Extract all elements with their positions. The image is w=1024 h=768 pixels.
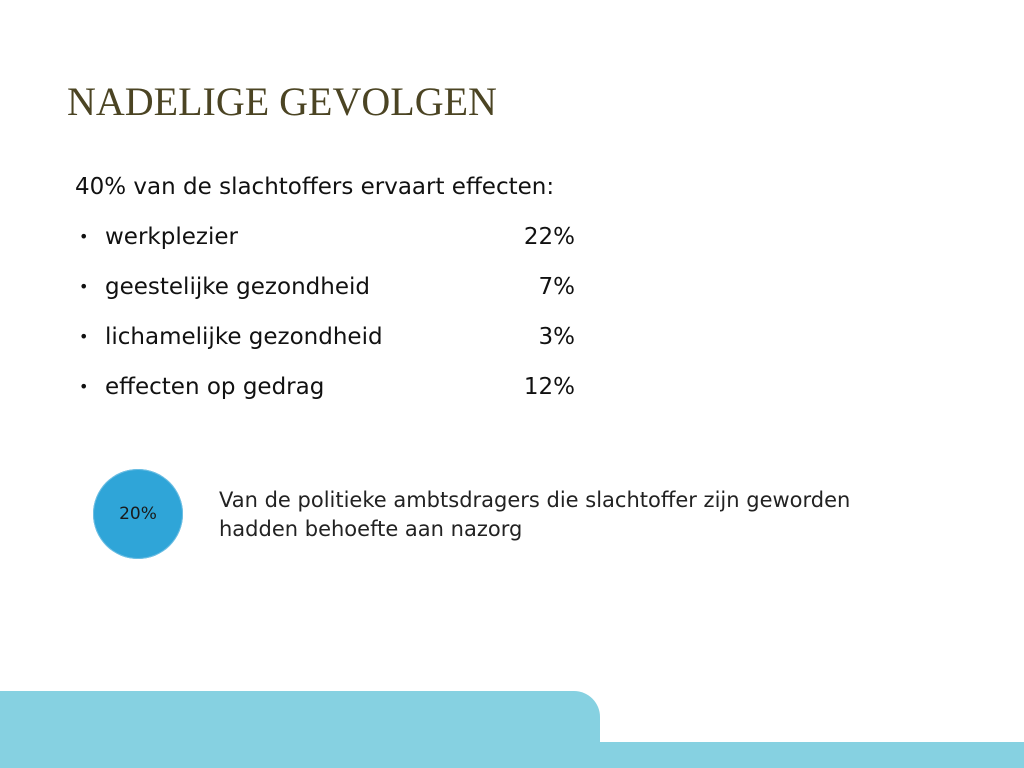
effect-label: lichamelijke gezondheid bbox=[105, 324, 383, 350]
effect-label: effecten op gedrag bbox=[105, 374, 325, 400]
intro-text: 40% van de slachtoffers ervaart effecten: bbox=[75, 174, 555, 200]
bullet-icon: • bbox=[79, 277, 89, 296]
list-item bbox=[75, 268, 595, 318]
effect-percentage: 3% bbox=[538, 324, 575, 350]
list-item bbox=[75, 318, 595, 368]
nazorg-statement: Van de politieke ambtsdragers die slachtoffer zijn geworden hadden behoefte aan nazorg bbox=[219, 488, 851, 541]
percentage-circle bbox=[93, 469, 183, 559]
list-item bbox=[75, 368, 595, 418]
slide-title: NADELIGE GEVOLGEN bbox=[67, 79, 497, 124]
list-item bbox=[75, 218, 595, 268]
bullet-icon: • bbox=[79, 327, 89, 346]
circle-percentage-label: 20% bbox=[119, 504, 157, 524]
effect-percentage: 22% bbox=[523, 224, 575, 250]
effects-list bbox=[75, 218, 595, 418]
effect-label: geestelijke gezondheid bbox=[105, 274, 370, 300]
bullet-icon: • bbox=[79, 227, 89, 246]
effect-label: werkplezier bbox=[105, 224, 238, 250]
bullet-icon: • bbox=[79, 377, 89, 396]
footer-band bbox=[0, 742, 1024, 768]
effect-percentage: 7% bbox=[538, 274, 575, 300]
effect-percentage: 12% bbox=[523, 374, 575, 400]
